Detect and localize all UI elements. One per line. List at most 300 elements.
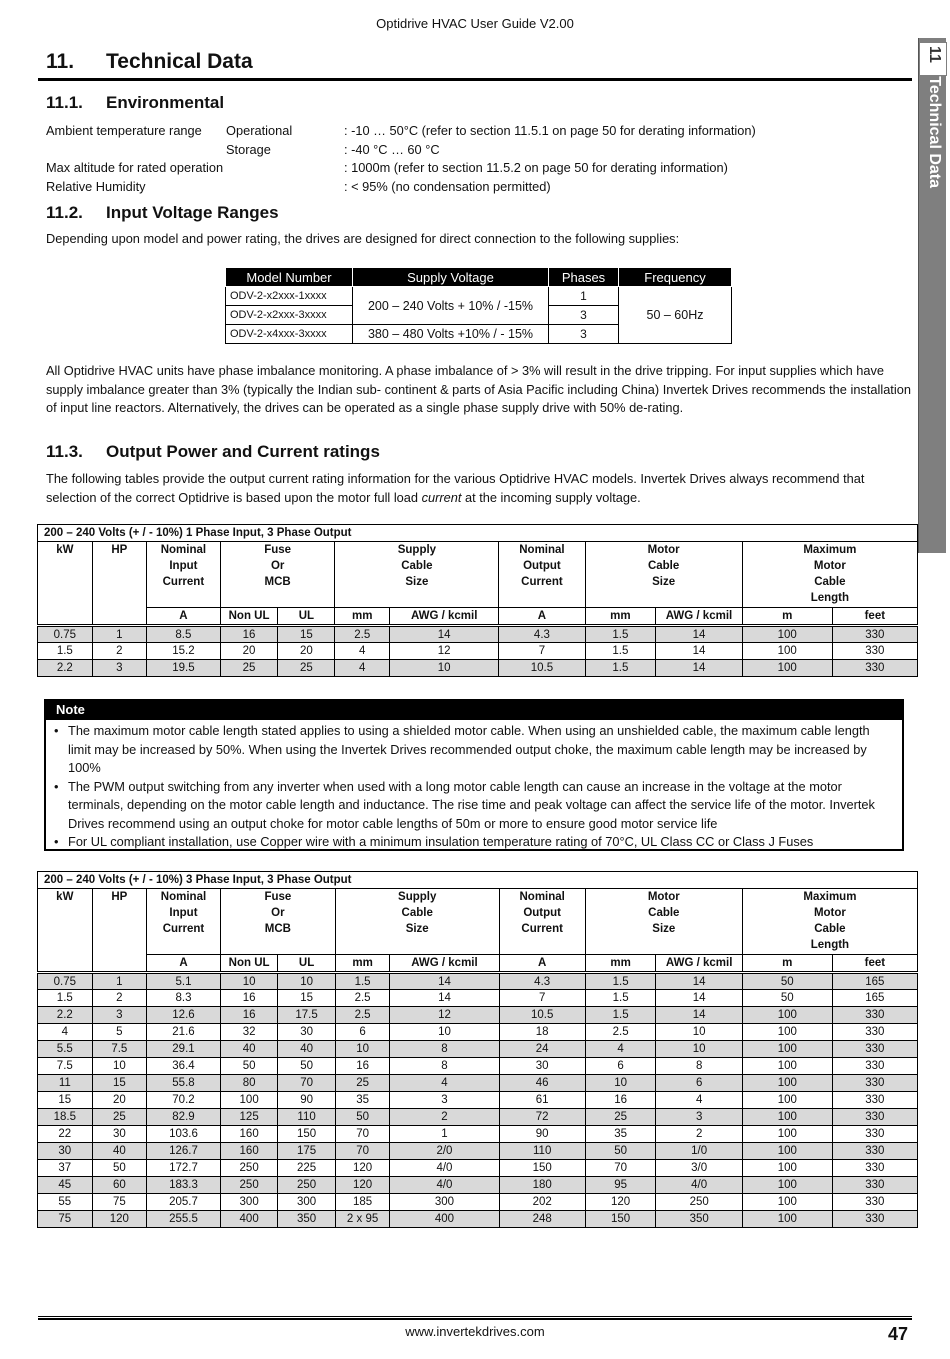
table-cell: 25 [585,1109,656,1126]
unit-header: AWG / kcmil [390,608,499,626]
env-value: : 1000m (refer to section 11.5.2 on page 50 for derating information) [344,160,728,175]
unit-header: mm [585,955,656,973]
frequency-cell: 50 – 60Hz [619,287,732,344]
table-cell: 16 [220,626,278,643]
table-cell: 20 [278,643,335,660]
table-cell: 1 [92,626,146,643]
note-title: Note [46,701,902,720]
table-cell: 172.7 [147,1160,221,1177]
table-cell: 3 [92,1007,146,1024]
table-cell: 1.5 [38,990,93,1007]
table-cell: 12.6 [147,1007,221,1024]
table-cell: 14 [390,990,499,1007]
table-row [38,1194,918,1211]
table-cell: 35 [585,1126,656,1143]
table-cell: 20 [220,643,278,660]
table-cell: 180 [499,1177,585,1194]
col-model-number: Model Number [226,268,353,287]
table-cell: 3/0 [656,1160,742,1177]
table-cell: 50 [742,973,832,990]
side-tab-number: 11 [926,46,943,63]
table-cell: 2.2 [38,660,93,677]
table-row [38,973,918,990]
table-cell: 15 [278,626,335,643]
table-cell: 22 [38,1126,93,1143]
table-cell: 25 [335,1075,390,1092]
env-value: : -40 °C … 60 °C [344,141,440,157]
table-cell: 10 [656,1041,742,1058]
table-cell: 2 [656,1126,742,1143]
table-cell: 60 [92,1177,146,1194]
table-cell: 50 [92,1160,146,1177]
table-cell: 110 [278,1109,335,1126]
col-phases: Phases [549,268,619,287]
note-item: • The PWM output switching from any inverter when used with a long motor cable length can cause an increase in the voltage at the motor terminals, depending on the motor cable length and inductance. The rise time and peak voltage can affect the service life of the motor. Invertek Drives recommend using an output choke for motor cable lengths of 50m or more to ensure good motor service life [54,778,894,834]
table-row [38,1075,918,1092]
table-cell: 4 [38,1024,93,1041]
table-cell: 14 [656,990,742,1007]
table-cell: 30 [278,1024,335,1041]
env-value: : < 95% (no condensation permitted) [344,178,551,194]
table-title: 200 – 240 Volts (+ / - 10%) 3 Phase Input, 3 Phase Output [38,872,918,889]
table-cell: 225 [278,1160,335,1177]
table-cell: 14 [656,1007,742,1024]
col-fuse-or-mcb: Fuse Or MCB [220,542,335,608]
table-cell: 1.5 [335,973,390,990]
table-cell: 100 [742,626,832,643]
table-cell: 330 [832,1211,917,1228]
col-kw: kW [38,542,93,626]
unit-header: UL [278,955,335,973]
table-title: 200 – 240 Volts (+ / - 10%) 1 Phase Input, 3 Phase Output [38,525,918,542]
table-cell: 50 [335,1109,390,1126]
col-nominal-output-current: Nominal Output Current [499,889,585,955]
table-cell: 150 [278,1126,335,1143]
col-supply-voltage: Supply Voltage [353,268,549,287]
table-row [38,643,918,660]
table-cell: 90 [278,1092,335,1109]
table-cell: 330 [832,660,917,677]
table-cell: 330 [832,1007,917,1024]
table-cell: 50 [742,990,832,1007]
table-cell: 40 [220,1041,277,1058]
table-cell: 2.2 [38,1007,93,1024]
table-cell: 12 [390,1007,499,1024]
note-list [46,720,902,854]
table-cell: 330 [832,1041,917,1058]
table-cell: 70 [278,1075,335,1092]
env-label: Max altitude for rated operation [46,160,224,175]
table-cell: 2.5 [335,1007,390,1024]
table-cell: 40 [278,1041,335,1058]
table-cell: 11 [38,1075,93,1092]
table-cell: 7.5 [92,1041,146,1058]
env-value: : -10 … 50°C (refer to section 11.5.1 on page 50 for derating information) [344,123,756,138]
table-cell: 110 [499,1143,585,1160]
supply-cell: 200 – 240 Volts + 10% / -15% [353,287,549,325]
table-cell: 35 [335,1092,390,1109]
unit-header: A [499,608,585,626]
environment-row [46,178,906,197]
table-cell: 7 [499,643,585,660]
unit-header: m [742,608,832,626]
table-cell: 2 x 95 [335,1211,390,1228]
col-nominal-input-current: Nominal Input Current [147,889,221,955]
table-cell: 15.2 [146,643,220,660]
env-label: Ambient temperature range [46,123,202,138]
unit-header: AWG / kcmil [656,608,742,626]
environment-row [46,122,906,141]
table-cell: 1 [92,973,146,990]
table-cell: 330 [832,1126,917,1143]
unit-header: feet [832,608,917,626]
table-cell: 330 [832,1024,917,1041]
note-item: • For UL compliant installation, use Copper wire with a minimum insulation temperature rating of 70°C, UL Class CC or Class J Fuses [54,833,894,852]
table-cell: 50 [585,1143,656,1160]
table-cell: 2.5 [335,626,390,643]
table-cell: 25 [278,660,335,677]
unit-header: Non UL [220,608,278,626]
table-cell: 17.5 [278,1007,335,1024]
table-cell: 250 [220,1177,277,1194]
note-box [44,699,904,851]
env-label: Relative Humidity [46,178,146,194]
table-cell: 1.5 [585,973,656,990]
table-cell: 14 [656,626,742,643]
environment-row [46,141,906,160]
chapter-side-tab [918,38,946,553]
table-cell: 100 [742,1126,832,1143]
table-cell: 10 [656,1024,742,1041]
table-cell: 82.9 [147,1109,221,1126]
table-cell: 14 [656,973,742,990]
table-cell: 165 [832,990,917,1007]
input-voltage-table [225,267,732,344]
table-cell: 2/0 [390,1143,499,1160]
table-cell: 10.5 [499,1007,585,1024]
table-cell: 3 [656,1109,742,1126]
table-cell: 100 [220,1092,277,1109]
table-cell: 150 [499,1160,585,1177]
table-cell: 2 [92,990,146,1007]
table-cell: 330 [832,1109,917,1126]
unit-header: Non UL [220,955,277,973]
table-cell: 120 [585,1194,656,1211]
table-cell: 330 [832,1194,917,1211]
table-cell: 250 [278,1177,335,1194]
table-cell: 300 [220,1194,277,1211]
table-cell: 160 [220,1143,277,1160]
table-cell: 100 [742,1177,832,1194]
table-row [38,1024,918,1041]
table-cell: 15 [92,1075,146,1092]
table-cell: 100 [742,1024,832,1041]
table-cell: 25 [92,1109,146,1126]
table-cell: 120 [335,1177,390,1194]
unit-header: AWG / kcmil [656,955,742,973]
table-cell: 100 [742,1058,832,1075]
table-cell: 100 [742,660,832,677]
col-kw: kW [38,889,93,973]
unit-header: feet [832,955,917,973]
rating-table-3-phase [37,871,918,1228]
table-row [38,626,918,643]
col-motor-cable-size: Motor Cable Size [585,889,742,955]
table-cell: 120 [335,1160,390,1177]
table-cell: 4 [656,1092,742,1109]
table-cell: 5.5 [38,1041,93,1058]
table-cell: 255.5 [147,1211,221,1228]
table-cell: 4/0 [656,1177,742,1194]
table-cell: 0.75 [38,973,93,990]
table-cell: 10 [92,1058,146,1075]
col-nominal-output-current: Nominal Output Current [499,542,585,608]
col-max-motor-cable-length: Maximum Motor Cable Length [742,542,917,608]
unit-header: m [742,955,832,973]
table-cell: 70 [335,1143,390,1160]
rating-table-1-phase [37,524,918,677]
table-cell: 7 [499,990,585,1007]
table-cell: 1.5 [585,1007,656,1024]
unit-header: mm [335,608,390,626]
table-cell: 300 [278,1194,335,1211]
table-cell: 20 [92,1092,146,1109]
col-hp: HP [92,542,146,626]
table-cell: 75 [38,1211,93,1228]
table-cell: 150 [585,1211,656,1228]
table-cell: 120 [92,1211,146,1228]
table-cell: 14 [390,973,499,990]
table-row [38,1177,918,1194]
table-cell: 248 [499,1211,585,1228]
env-sub-label: Storage [226,141,271,157]
environment-row [46,159,906,178]
page-number: 47 [888,1324,909,1344]
table-cell: 15 [278,990,335,1007]
table-cell: 100 [742,1160,832,1177]
table-cell: 55 [38,1194,93,1211]
heading-rule [38,78,912,81]
table-row [38,1109,918,1126]
table-cell: 4.3 [499,973,585,990]
table-cell: 350 [278,1211,335,1228]
phase-imbalance-paragraph: All Optidrive HVAC units have phase imbalance monitoring. A phase imbalance of > 3% will result in the drive tripping. For input supplies which have supply imbalance greater than 3% (typically the Indian sub- continent & parts of Asia Pacific including China) Invertek Drives recommends the installation of input line reactors. Alternatively, the drives can be operated as a single phase supply drive with 50% de-rating. [46,363,911,415]
table-cell: 100 [742,1092,832,1109]
unit-header: AWG / kcmil [390,955,499,973]
col-frequency: Frequency [619,268,732,287]
table-cell: 8 [656,1058,742,1075]
table-cell: 40 [92,1143,146,1160]
table-cell: 25 [220,660,278,677]
table-cell: 183.3 [147,1177,221,1194]
table-cell: 29.1 [147,1041,221,1058]
table-cell: 1/0 [656,1143,742,1160]
table-cell: 15 [38,1092,93,1109]
table-cell: 330 [832,1058,917,1075]
table-cell: 70 [585,1160,656,1177]
table-cell: 1 [390,1126,499,1143]
table-cell: 1.5 [585,643,656,660]
table-cell: 100 [742,1075,832,1092]
table-cell: 90 [499,1126,585,1143]
table-cell: 100 [742,1041,832,1058]
footer-rule [38,1316,912,1320]
table-row [38,1211,918,1228]
table-cell: 16 [220,1007,277,1024]
table-cell: 21.6 [147,1024,221,1041]
table-cell: 32 [220,1024,277,1041]
unit-header: mm [585,608,656,626]
table-cell: 175 [278,1143,335,1160]
col-nominal-input-current: Nominal Input Current [146,542,220,608]
table-cell: 330 [832,626,917,643]
table-cell: 95 [585,1177,656,1194]
col-motor-cable-size: Motor Cable Size [585,542,742,608]
table-row [38,1092,918,1109]
table-cell: 160 [220,1126,277,1143]
table-cell: 19.5 [146,660,220,677]
table-cell: 8.3 [147,990,221,1007]
phases-cell: 1 [549,287,619,306]
document-header-title: Optidrive HVAC User Guide V2.00 [376,16,574,31]
table-cell: 16 [335,1058,390,1075]
table-cell: 1.5 [585,660,656,677]
env-sub-label: Operational [226,123,293,138]
model-cell: ODV-2-x2xxx-1xxxx [226,287,353,306]
table-cell: 185 [335,1194,390,1211]
phases-cell: 3 [549,325,619,344]
table-row [38,660,918,677]
table-cell: 100 [742,1007,832,1024]
col-supply-cable-size: Supply Cable Size [335,542,499,608]
table-cell: 46 [499,1075,585,1092]
model-cell: ODV-2-x2xxx-3xxxx [226,306,353,325]
table-cell: 400 [390,1211,499,1228]
table-cell: 10.5 [499,660,585,677]
table-cell: 6 [335,1024,390,1041]
table-cell: 2.5 [335,990,390,1007]
table-cell: 10 [220,973,277,990]
table-cell: 202 [499,1194,585,1211]
table-cell: 4 [335,643,390,660]
table-cell: 75 [92,1194,146,1211]
table-cell: 50 [220,1058,277,1075]
table-cell: 16 [220,990,277,1007]
table-cell: 165 [832,973,917,990]
table-cell: 4 [585,1041,656,1058]
table-cell: 14 [390,626,499,643]
table-cell: 2 [92,643,146,660]
model-cell: ODV-2-x4xxx-3xxxx [226,325,353,344]
table-cell: 250 [220,1160,277,1177]
table-cell: 125 [220,1109,277,1126]
table-row [38,1143,918,1160]
unit-header: A [146,608,220,626]
table-cell: 70 [335,1126,390,1143]
unit-header: A [147,955,221,973]
table-cell: 6 [585,1058,656,1075]
table-row [38,1126,918,1143]
table-cell: 7.5 [38,1058,93,1075]
table-cell: 3 [92,660,146,677]
voltage-intro: Depending upon model and power rating, the drives are designed for direct connection to the following supplies: [46,231,680,246]
table-cell: 100 [742,1143,832,1160]
footer-url: www.invertekdrives.com [405,1324,545,1339]
table-cell: 330 [832,1075,917,1092]
col-hp: HP [92,889,146,973]
table-cell: 250 [656,1194,742,1211]
table-cell: 2 [390,1109,499,1126]
table-cell: 5.1 [147,973,221,990]
table-cell: 16 [585,1092,656,1109]
table-cell: 45 [38,1177,93,1194]
table-row [38,1007,918,1024]
table-cell: 300 [390,1194,499,1211]
table-cell: 8 [390,1041,499,1058]
table-cell: 330 [832,1143,917,1160]
table-cell: 70.2 [147,1092,221,1109]
table-cell: 10 [335,1041,390,1058]
table-cell: 330 [832,1092,917,1109]
table-cell: 55.8 [147,1075,221,1092]
table-cell: 205.7 [147,1194,221,1211]
table-row [38,990,918,1007]
table-cell: 100 [742,1109,832,1126]
table-cell: 400 [220,1211,277,1228]
table-cell: 4/0 [390,1160,499,1177]
env-heading: 11.1. Environmental [46,93,225,112]
table-cell: 72 [499,1109,585,1126]
unit-header: mm [335,955,390,973]
table-row [38,1041,918,1058]
table-cell: 10 [278,973,335,990]
table-cell: 18.5 [38,1109,93,1126]
table-cell: 8.5 [146,626,220,643]
table-cell: 18 [499,1024,585,1041]
table-cell: 1.5 [38,643,93,660]
table-cell: 0.75 [38,626,93,643]
table-cell: 126.7 [147,1143,221,1160]
table-cell: 100 [742,1211,832,1228]
table-cell: 4/0 [390,1177,499,1194]
table-cell: 2.5 [585,1024,656,1041]
col-fuse-or-mcb: Fuse Or MCB [220,889,335,955]
table-cell: 103.6 [147,1126,221,1143]
table-cell: 30 [38,1143,93,1160]
table-cell: 14 [656,643,742,660]
section-heading: 11. Technical Data [46,50,253,73]
table-cell: 30 [92,1126,146,1143]
table-cell: 80 [220,1075,277,1092]
table-cell: 4.3 [499,626,585,643]
table-cell: 61 [499,1092,585,1109]
output-heading: 11.3. Output Power and Current ratings [46,442,380,461]
table-cell: 4 [335,660,390,677]
side-tab-label: Technical Data [926,76,943,189]
table-cell: 4 [390,1075,499,1092]
table-cell: 12 [390,643,499,660]
output-intro: The following tables provide the output current rating information for the various Optidrive HVAC models. Invertek Drives always recommend that selection of the correct Optidrive is based upon the motor full load current at the incoming supply voltage. [46,471,865,505]
phases-cell: 3 [549,306,619,325]
table-cell: 350 [656,1211,742,1228]
table-cell: 100 [742,643,832,660]
table-cell: 330 [832,643,917,660]
table-cell: 37 [38,1160,93,1177]
table-cell: 8 [390,1058,499,1075]
table-cell: 36.4 [147,1058,221,1075]
table-cell: 50 [278,1058,335,1075]
voltage-heading: 11.2. Input Voltage Ranges [46,203,279,222]
